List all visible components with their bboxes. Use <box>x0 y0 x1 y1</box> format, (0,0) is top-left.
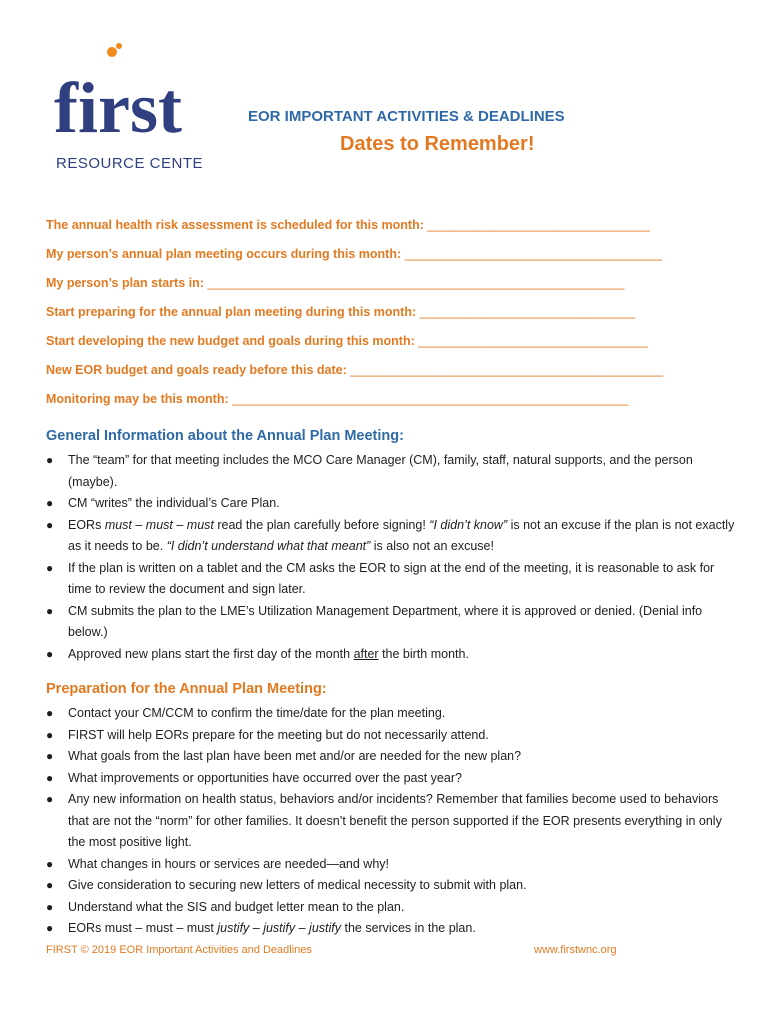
list-item: ● Approved new plans start the first day of the month after the birth month. <box>46 644 736 666</box>
bullet-icon: ● <box>46 792 54 806</box>
logo-graphic <box>52 40 202 176</box>
field-label: New EOR budget and goals ready before this date: <box>46 363 347 377</box>
field-label: My person’s plan starts in: <box>46 276 204 290</box>
bullet-icon: ● <box>46 749 54 763</box>
list-item: ● What goals from the last plan have been met and/or are needed for the new plan? <box>46 746 736 768</box>
page-title: EOR IMPORTANT ACTIVITIES & DEADLINES <box>248 108 565 125</box>
field-label: Start developing the new budget and goals during this month: <box>46 334 415 348</box>
list-item: ● What changes in hours or services are needed—and why! <box>46 854 736 876</box>
logo-subtitle: RESOURCE CENTER <box>56 155 202 172</box>
field-monitoring[interactable] <box>46 388 696 417</box>
field-budget-ready[interactable] <box>46 359 696 388</box>
preparation-list <box>46 703 736 940</box>
bullet-icon: ● <box>46 878 54 892</box>
list-item: ● The “team” for that meeting includes the MCO Care Manager (CM), family, staff, natural supports, and the person (maybe). <box>46 450 736 493</box>
preparation-heading: Preparation for the Annual Plan Meeting: <box>46 681 327 697</box>
list-item: ● CM submits the plan to the LME’s Utilization Management Department, where it is approved or denied. (Denial info below.) <box>46 601 736 644</box>
logo-dot-2 <box>116 43 122 49</box>
logo-dot-1 <box>107 47 117 57</box>
general-info-list <box>46 450 736 665</box>
list-item: ● EORs must – must – must justify – justify – justify the services in the plan. <box>46 918 736 940</box>
list-item: ● Understand what the SIS and budget letter mean to the plan. <box>46 897 736 919</box>
list-item: ● Give consideration to securing new letters of medical necessity to submit with plan. <box>46 875 736 897</box>
bullet-icon: ● <box>46 560 54 575</box>
bullet-icon: ● <box>46 646 54 661</box>
field-blank: _____________________________________________ <box>350 363 664 377</box>
footer-copyright: FIRST © 2019 EOR Important Activities and Deadlines <box>46 944 312 956</box>
field-blank: _____________________________________ <box>404 247 662 261</box>
list-item: ● FIRST will help EORs prepare for the meeting but do not necessarily attend. <box>46 725 736 747</box>
date-fields <box>46 214 696 417</box>
field-blank: _________________________________________________________ <box>232 392 629 406</box>
page-subtitle: Dates to Remember! <box>340 133 535 155</box>
field-blank: _________________________________ <box>418 334 648 348</box>
field-blank: ____________________________________________________________ <box>207 276 625 290</box>
bullet-icon: ● <box>46 706 54 720</box>
field-label: Start preparing for the annual plan meeting during this month: <box>46 305 417 319</box>
logo-word: first <box>54 68 182 148</box>
bullet-icon: ● <box>46 453 54 467</box>
field-risk-assessment[interactable] <box>46 214 696 243</box>
field-blank: _______________________________ <box>419 305 636 319</box>
field-label: My person’s annual plan meeting occurs during this month: <box>46 247 402 261</box>
field-start-preparing[interactable] <box>46 301 696 330</box>
bullet-icon: ● <box>46 770 54 785</box>
bullet-icon: ● <box>46 517 54 532</box>
bullet-icon: ● <box>46 727 54 742</box>
list-item: ● Any new information on health status, behaviors and/or incidents? Remember that families become used to behaviors that are not the “norm” for other families. It doesn’t benefit the person supported if the EOR presents everything in only the most positive light. <box>46 789 736 854</box>
bullet-icon: ● <box>46 856 54 871</box>
field-plan-meeting[interactable] <box>46 243 696 272</box>
list-item: ● CM “writes” the individual’s Care Plan. <box>46 493 736 515</box>
list-item: ● EORs must – must – must read the plan carefully before signing! “I didn’t know” is not an excuse if the plan is not exactly as it needs to be. “I didn’t understand what that meant” is also not an excuse! <box>46 515 736 558</box>
footer-website-link[interactable]: www.firstwnc.org <box>534 944 617 956</box>
list-item: ● Contact your CM/CCM to confirm the time/date for the plan meeting. <box>46 703 736 725</box>
field-label: The annual health risk assessment is scheduled for this month: <box>46 218 424 232</box>
field-start-developing[interactable] <box>46 330 696 359</box>
list-item: ● If the plan is written on a tablet and the CM asks the EOR to sign at the end of the meeting, it is reasonable to ask for time to review the document and sign later. <box>46 558 736 601</box>
list-item: ● What improvements or opportunities have occurred over the past year? <box>46 768 736 790</box>
field-blank: ________________________________ <box>427 218 650 232</box>
field-label: Monitoring may be this month: <box>46 392 229 406</box>
first-resource-center-logo <box>52 40 202 176</box>
bullet-icon: ● <box>46 603 54 618</box>
bullet-icon: ● <box>46 899 54 914</box>
bullet-icon: ● <box>46 921 54 935</box>
bullet-icon: ● <box>46 496 54 510</box>
general-info-heading: General Information about the Annual Plan Meeting: <box>46 428 404 444</box>
field-plan-starts[interactable] <box>46 272 696 301</box>
